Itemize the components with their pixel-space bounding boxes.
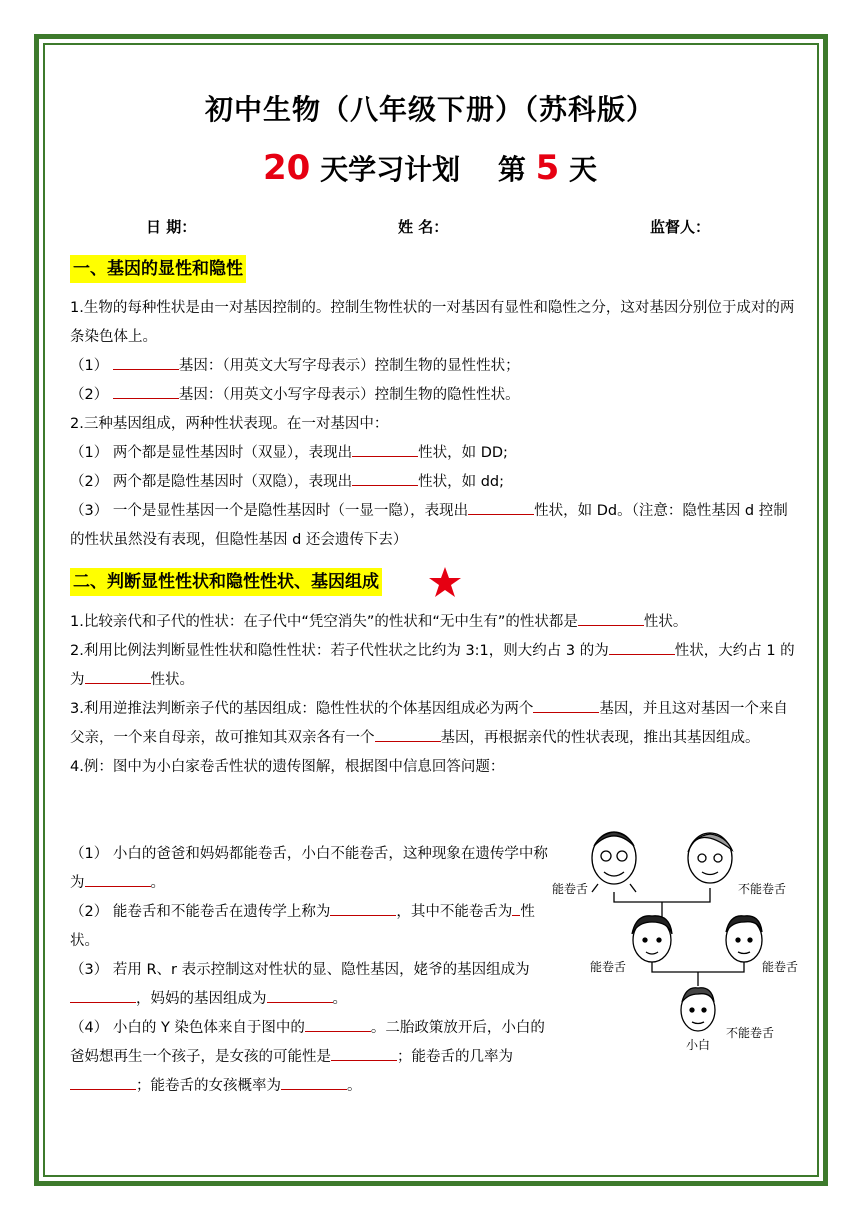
father-label: 能卷舌: [762, 960, 799, 974]
child-name-label: 小白: [686, 1038, 711, 1052]
answer-blank[interactable]: [352, 469, 418, 486]
answer-blank[interactable]: [578, 609, 644, 626]
section2-heading: 二、判断显性性状和隐性性状、基因组成: [70, 568, 382, 596]
name-label: 姓 名：: [398, 218, 449, 236]
answer-blank[interactable]: [281, 1073, 347, 1090]
paragraph: （1） 基因：（用英文大写字母表示）控制生物的显性性状；: [70, 352, 800, 381]
answer-blank[interactable]: [375, 725, 441, 742]
paragraph: 1.比较亲代和子代的性状：在子代中“凭空消失”的性状和“无中生有”的性状都是 性状。: [70, 608, 800, 637]
star-icon: [428, 566, 462, 598]
paragraph: 2.三种基因组成，两种性状表现。在一对基因中：: [70, 416, 389, 432]
answer-blank[interactable]: [267, 986, 333, 1003]
paragraph: 3.利用逆推法判断亲子代的基因组成：隐性性状的个体基因组成必为两个 基因，并且这对基因一个来自父亲，一个来自母亲，故可推知其双亲各有一个 基因，再根据亲代的性状表现，推出其基因组成。: [70, 695, 800, 753]
section1-heading: 一、基因的显性和隐性: [70, 255, 246, 283]
paragraph: （3） 若用 R、r 表示控制这对性状的显、隐性基因，姥爷的基因组成为，妈妈的基因组成为 。: [70, 962, 530, 1007]
paragraph: 4.例：图中为小白家卷舌性状的遗传图解，根据图中信息回答问题：: [70, 759, 505, 775]
answer-blank[interactable]: [352, 440, 418, 457]
answer-blank[interactable]: [113, 353, 179, 370]
paragraph: （2） 基因：（用英文小写字母表示）控制生物的隐性性状。: [70, 381, 800, 410]
paragraph: 2.利用比例法判断显性性状和隐性性状：若子代性状之比约为 3:1，则大约占 3 的为 性状，大约占 1 的为 性状。: [70, 637, 800, 695]
plan-days: 20: [263, 148, 311, 188]
answer-blank[interactable]: [70, 986, 136, 1003]
supervisor-label: 监督人：: [650, 218, 711, 236]
paragraph: （4） 小白的 Y 染色体来自于图中的 。二胎政策放开后，小白的爸妈想再生一个孩子，是女孩的可能性是 ；能卷舌的几率为；能卷舌的女孩概率为 。: [70, 1014, 548, 1101]
subtitle-end: 天: [559, 153, 597, 186]
answer-blank[interactable]: [85, 667, 151, 684]
mother-label: 能卷舌: [590, 960, 627, 974]
pedigree-figure: [548, 822, 810, 1062]
answer-blank[interactable]: [609, 638, 675, 655]
paragraph: （1） 小白的爸爸和妈妈都能卷舌，小白不能卷舌，这种现象在遗传学中称为 。: [70, 846, 548, 891]
paragraph: （1） 两个都是显性基因时（双显），表现出 性状，如 DD;: [70, 439, 800, 468]
answer-blank[interactable]: [85, 870, 151, 887]
answer-blank[interactable]: [305, 1015, 371, 1032]
paragraph: （3） 一个是显性基因一个是隐性基因时（一显一隐），表现出 性状，如 Dd。（注意：隐性基因 d 控制的性状虽然没有表现，但隐性基因 d 还会遗传下去）: [70, 497, 800, 555]
example-questions: [70, 840, 548, 1101]
answer-blank[interactable]: [70, 1073, 136, 1090]
page-title: 初中生物（八年级下册）（苏科版）: [204, 93, 655, 126]
paragraph: 1.生物的每种性状是由一对基因控制的。控制生物性状的一对基因有显性和隐性之分，这对基因分别位于成对的两条染色体上。: [70, 300, 795, 345]
day-number: 5: [535, 148, 560, 188]
answer-blank[interactable]: [331, 1044, 397, 1061]
section2-body: [70, 608, 800, 782]
subtitle-mid: 天学习计划 第: [310, 153, 536, 186]
answer-blank[interactable]: [533, 696, 599, 713]
grandma-label: 不能卷舌: [738, 882, 787, 896]
paragraph: （2） 两个都是隐性基因时（双隐），表现出 性状，如 dd;: [70, 468, 800, 497]
answer-blank[interactable]: [468, 498, 534, 515]
date-label: 日 期：: [146, 218, 197, 236]
answer-blank[interactable]: [113, 382, 179, 399]
grandpa-label: 能卷舌: [552, 882, 589, 896]
page-subtitle: [0, 148, 860, 188]
child-trait-label: 不能卷舌: [726, 1026, 775, 1040]
answer-blank[interactable]: [330, 899, 396, 916]
paragraph: （2） 能卷舌和不能卷舌在遗传学上称为 ，其中不能卷舌为 性状。: [70, 898, 548, 956]
section1-body: [70, 294, 800, 555]
